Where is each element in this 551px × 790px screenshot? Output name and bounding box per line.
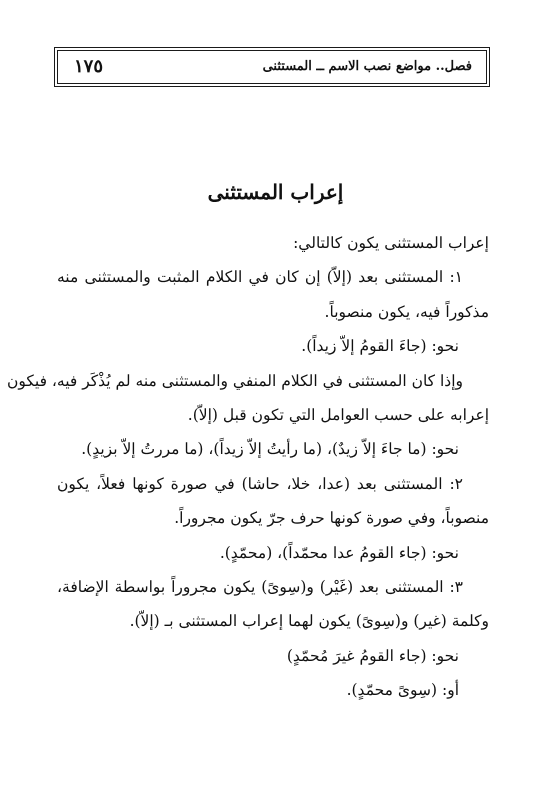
text-line: ٢: المستثنى بعد (عدا، خلا، حاشا) في صورة كونها فعلاً، يكون [57,474,463,493]
running-header [57,50,487,84]
text-line: منصوباً، وفي صورة كونها حرف جرّ يكون مجروراً. [174,509,489,528]
example-line: أو: (سِوىً محمّدٍ). [346,681,459,700]
example-line: نحو: (جاء القومُ عدا محمّداً)، (محمّدٍ). [219,543,459,562]
example-line: نحو: (ما جاءَ إلاّ زيدٌ)، (ما رأيتُ إلاّ زيداً)، (ما مررتُ إلاّ بزيدٍ). [81,440,459,459]
text-line: ١: المستثنى بعد (إلاّ) إن كان في الكلام المثبت والمستثنى منه [57,268,463,287]
text-line: مذكوراً فيه، يكون منصوباً. [324,302,489,321]
section-title: إعراب المستثنى [207,180,344,204]
body-text [6,226,489,707]
header-title: فصل.. مواضع نصب الاسم ــ المستثنى [262,59,472,74]
text-line: إعرابه على حسب العوامل التي تكون قبل (إلاّ). [187,405,489,424]
example-line: نحو: (جاءَ القومُ إلاّ زيداً). [301,337,459,356]
text-line: وكلمة (غير) و(سِوىً) يكون لهما إعراب المستثنى بـ (إلاّ). [129,612,489,631]
text-line: ٣: المستثنى بعد (غَيْر) و(سِوىً) يكون مجروراً بواسطة الإضافة، [57,577,463,596]
text-line: وإذا كان المستثنى في الكلام المنفي والمستثنى منه لم يُذْكَر فيه، فيكون [6,371,463,390]
example-line: نحو: (جاء القومُ غيرَ مُحمّدٍ) [286,646,459,665]
page-number: ١٧٥ [74,56,104,77]
text-line: إعراب المستثنى يكون كالتالي: [293,234,489,252]
